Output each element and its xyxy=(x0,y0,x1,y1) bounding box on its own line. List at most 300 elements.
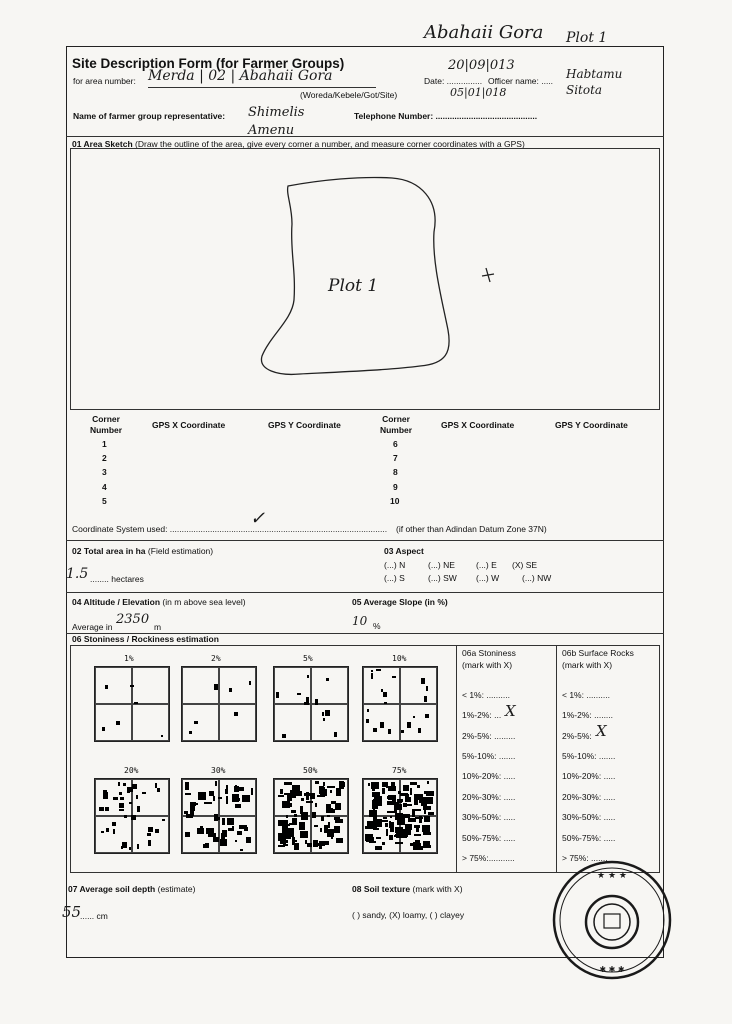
stone-dot xyxy=(238,787,244,791)
stone-dot xyxy=(226,796,228,804)
stone-dot xyxy=(215,781,217,786)
stone-dot xyxy=(121,846,123,849)
stone-dot xyxy=(102,727,105,731)
stone-dot xyxy=(213,796,215,801)
stone-dot xyxy=(342,782,345,787)
surface-rocks-row: 1%-2%: ........ xyxy=(562,710,614,720)
stone-dot xyxy=(200,826,203,834)
stone-dot xyxy=(208,833,216,837)
section02-heading: 02 Total area in ha xyxy=(72,546,146,556)
corner-number: 6 xyxy=(393,439,398,449)
section08-sub: (mark with X) xyxy=(412,884,463,894)
stone-dot xyxy=(306,697,309,703)
stone-dot xyxy=(397,800,402,803)
corner-header-1: Corner Number xyxy=(89,414,123,435)
telephone-label: Telephone Number: ........................................... xyxy=(354,111,538,121)
stone-dot xyxy=(189,731,192,734)
section02-line xyxy=(72,546,213,556)
stone-dot xyxy=(385,823,388,827)
stone-dot xyxy=(317,795,325,797)
date-value-2: 05|01|018 xyxy=(450,86,507,99)
date-value: 20|09|013 xyxy=(448,58,515,73)
stone-dot xyxy=(205,843,209,846)
stone-dot xyxy=(410,782,417,785)
stone-dot xyxy=(371,673,373,679)
stone-dot xyxy=(373,828,379,830)
stone-dot xyxy=(194,721,198,724)
total-area-value: 1.5 xyxy=(66,566,89,582)
stone-percent-label: 2% xyxy=(211,654,221,663)
stone-dot xyxy=(278,820,285,826)
stone-dot xyxy=(388,786,396,791)
stone-dot xyxy=(294,814,297,817)
stone-dot xyxy=(106,828,109,832)
stone-dot xyxy=(382,782,388,787)
stone-dot xyxy=(425,714,429,718)
surface-rocks-row: 20%-30%: ..... xyxy=(562,792,616,802)
section03-heading: 03 Aspect xyxy=(384,546,424,556)
stone-dot xyxy=(410,788,412,795)
stone-dot xyxy=(301,798,304,801)
stone-dot xyxy=(312,812,316,818)
stone-dot xyxy=(418,846,423,850)
stone-dot xyxy=(155,829,159,833)
section05-heading: 05 Average Slope (in %) xyxy=(352,597,448,607)
stone-dot xyxy=(403,814,410,818)
stone-dot xyxy=(148,840,151,846)
stone-dot xyxy=(397,817,405,825)
stone-dot xyxy=(190,813,193,818)
top-site-annotation: Abahaii Gora xyxy=(424,22,544,43)
stone-dot xyxy=(162,819,165,821)
stone-dot xyxy=(376,669,381,671)
stoniness-row: 30%-50%: ..... xyxy=(462,812,516,822)
stone-dot xyxy=(428,845,431,848)
stone-dot xyxy=(289,803,292,807)
stone-dot xyxy=(229,688,232,692)
stone-dot xyxy=(405,824,412,830)
section06-heading: 06 Stoniness / Rockiness estimation xyxy=(72,634,219,644)
stone-dot xyxy=(113,829,115,834)
stone-dot xyxy=(240,849,243,851)
officer-label: Officer name: ..... xyxy=(488,76,554,86)
stone-dot xyxy=(225,789,228,794)
stone-dot xyxy=(314,825,318,827)
stone-dot xyxy=(122,842,127,848)
stone-dot xyxy=(192,803,198,805)
stone-dot xyxy=(328,822,330,828)
stone-dot xyxy=(118,782,120,786)
stone-dot xyxy=(369,841,376,843)
stone-dot xyxy=(306,792,309,800)
stone-dot xyxy=(421,678,425,684)
stoniness-row: 10%-20%: ..... xyxy=(462,771,516,781)
stone-dot xyxy=(216,684,218,690)
corner-number: 5 xyxy=(102,496,107,506)
stone-dot xyxy=(209,791,214,796)
form-title: Site Description Form (for Farmer Groups) xyxy=(72,56,345,71)
stone-dot xyxy=(292,791,296,796)
stone-dot xyxy=(371,782,379,789)
col-b-title: 06b Surface Rocks xyxy=(562,648,634,658)
stone-dot xyxy=(401,730,404,733)
stone-dot xyxy=(407,804,412,806)
stone-dot xyxy=(319,786,324,794)
stone-dot xyxy=(403,785,409,791)
aspect-ne: (...) NE xyxy=(428,560,455,570)
stone-dot xyxy=(390,816,392,818)
stone-dot xyxy=(395,842,403,844)
stone-dot xyxy=(299,822,305,830)
corner-header-3: GPS Y Coordinate xyxy=(268,420,341,430)
stone-dot xyxy=(105,685,108,689)
stoniness-mark: X xyxy=(505,702,516,720)
section01-heading: 01 Area Sketch xyxy=(72,139,133,149)
stone-dot xyxy=(239,825,247,829)
stone-dot xyxy=(119,792,122,795)
stoniness-row: 50%-75%: ..... xyxy=(462,833,516,843)
stone-dot xyxy=(287,793,292,801)
stone-pattern-grid xyxy=(273,666,349,742)
stone-dot xyxy=(103,790,107,793)
section04-line xyxy=(72,597,246,607)
stone-dot xyxy=(413,716,415,718)
corner-header-4: Corner Number xyxy=(379,414,413,435)
stone-dot xyxy=(131,815,136,820)
stone-dot xyxy=(185,793,191,795)
altitude-value: 2350 xyxy=(116,612,150,627)
corner-header-2: GPS X Coordinate xyxy=(152,420,226,430)
coord-system-label: Coordinate System used: ............................................................................................ xyxy=(72,524,388,534)
stone-dot xyxy=(283,840,288,843)
section07-heading: 07 Average soil depth xyxy=(68,884,156,894)
stone-dot xyxy=(310,793,315,799)
aspect-e: (...) E xyxy=(476,560,497,570)
stone-dot xyxy=(119,809,124,811)
surface-rocks-row: 30%-50%: ..... xyxy=(562,812,616,822)
stone-dot xyxy=(418,728,421,733)
stone-dot xyxy=(375,793,377,796)
stone-dot xyxy=(276,692,279,698)
area-number-value: Merda | 02 | Abahaii Gora xyxy=(148,68,333,84)
stone-dot xyxy=(292,818,297,825)
col-b-sub: (mark with X) xyxy=(562,660,613,670)
stone-dot xyxy=(315,803,317,807)
svg-text:★ ★ ★: ★ ★ ★ xyxy=(597,871,627,881)
stone-dot xyxy=(424,816,430,822)
stone-dot xyxy=(315,781,319,784)
corner-number: 1 xyxy=(102,439,107,449)
stone-dot xyxy=(136,795,138,799)
date-label: Date: ............... xyxy=(424,76,483,86)
stone-dot xyxy=(396,832,403,838)
stone-dot xyxy=(334,826,340,833)
stone-percent-label: 30% xyxy=(211,766,226,775)
stone-dot xyxy=(327,829,334,837)
section08-line xyxy=(352,884,463,894)
stoniness-row: 1%-2%: ... xyxy=(462,710,502,720)
sketch-plot-label: Plot 1 xyxy=(328,276,379,296)
stone-dot xyxy=(389,835,393,840)
official-seal-stamp xyxy=(548,856,678,986)
stone-dot xyxy=(387,796,390,799)
stone-dot xyxy=(105,807,109,811)
stone-dot xyxy=(198,792,206,800)
soil-texture-options: ( ) sandy, (X) loamy, ( ) clayey xyxy=(352,910,465,920)
stone-pattern-grid xyxy=(94,666,170,742)
section04-sub: (in m above sea level) xyxy=(162,597,246,607)
corner-number: 2 xyxy=(102,453,107,463)
stone-dot xyxy=(426,791,434,796)
stone-dot xyxy=(373,728,377,732)
stoniness-row: < 1%: .......... xyxy=(462,690,510,700)
stone-dot xyxy=(235,804,241,808)
stone-dot xyxy=(387,811,394,813)
altitude-prefix: Average in xyxy=(72,622,113,632)
stone-percent-label: 5% xyxy=(303,654,313,663)
corner-number: 7 xyxy=(393,453,398,463)
stone-dot xyxy=(113,797,118,800)
stone-dot xyxy=(218,797,222,799)
stone-dot xyxy=(398,791,401,794)
stone-dot xyxy=(297,693,301,695)
stone-dot xyxy=(413,842,415,850)
stone-dot xyxy=(161,735,163,737)
stone-dot xyxy=(214,814,218,821)
stone-dot xyxy=(232,794,239,802)
stone-dot xyxy=(412,809,415,817)
stone-dot xyxy=(415,817,423,819)
stone-dot xyxy=(321,816,324,821)
stone-dot xyxy=(423,832,431,835)
stone-dot xyxy=(300,806,303,814)
aspect-se: (X) SE xyxy=(512,560,538,570)
stone-pattern-grid xyxy=(181,666,257,742)
stone-dot xyxy=(382,842,385,845)
stone-dot xyxy=(327,815,330,817)
stone-dot xyxy=(335,819,343,823)
stone-dot xyxy=(232,826,234,831)
surface-rocks-row: 2%-5%: xyxy=(562,731,592,741)
corner-number: 10 xyxy=(390,496,400,506)
stone-dot xyxy=(129,802,132,804)
stone-dot xyxy=(242,795,250,802)
stone-dot xyxy=(307,843,312,847)
stone-dot xyxy=(367,709,369,712)
corner-header-6: GPS Y Coordinate xyxy=(555,420,628,430)
surface-rocks-mark: X xyxy=(596,722,607,740)
stone-dot xyxy=(414,834,421,836)
stone-dot xyxy=(414,825,420,828)
stone-dot xyxy=(376,819,382,827)
soil-depth-value: 55 xyxy=(62,903,82,921)
stone-dot xyxy=(422,825,430,832)
stone-dot xyxy=(246,837,251,843)
stone-dot xyxy=(376,837,381,839)
stone-dot xyxy=(137,806,140,812)
stone-dot xyxy=(204,802,212,804)
stone-dot xyxy=(249,681,251,685)
stone-dot xyxy=(383,817,387,819)
col-a-sub: (mark with X) xyxy=(462,660,513,670)
stoniness-row: 2%-5%: ......... xyxy=(462,731,516,741)
corner-number: 8 xyxy=(393,467,398,477)
surface-rocks-row: 5%-10%: ....... xyxy=(562,751,616,761)
stone-dot xyxy=(365,834,373,841)
stone-dot xyxy=(251,788,253,795)
stone-dot xyxy=(366,719,369,723)
section04-heading: 04 Altitude / Elevation xyxy=(72,597,161,607)
stone-dot xyxy=(405,794,409,799)
section08-heading: 08 Soil texture xyxy=(352,884,411,894)
stone-percent-label: 75% xyxy=(392,766,407,775)
top-plot-annotation: Plot 1 xyxy=(566,30,608,46)
slope-unit: % xyxy=(373,621,381,631)
stone-percent-label: 50% xyxy=(303,766,318,775)
stone-dot xyxy=(323,718,325,721)
stone-dot xyxy=(157,788,160,792)
stone-dot xyxy=(306,801,313,803)
stone-dot xyxy=(142,792,146,794)
surface-rocks-row: 50%-75%: ..... xyxy=(562,833,616,843)
stone-dot xyxy=(220,839,227,846)
stone-dot xyxy=(386,829,388,836)
stone-dot xyxy=(330,790,332,793)
stone-dot xyxy=(373,809,375,812)
stone-dot xyxy=(334,732,337,737)
stone-dot xyxy=(373,821,375,828)
corner-number: 3 xyxy=(102,467,107,477)
stone-dot xyxy=(185,832,190,837)
stone-dot xyxy=(383,692,387,697)
stone-dot xyxy=(421,798,427,805)
stone-dot xyxy=(292,837,295,845)
surface-rocks-row: < 1%: .......... xyxy=(562,690,610,700)
aspect-n: (...) N xyxy=(384,560,406,570)
stone-dot xyxy=(380,722,384,728)
stone-dot xyxy=(375,846,382,850)
stone-dot xyxy=(148,827,153,832)
stone-dot xyxy=(389,822,394,826)
soil-depth-unit: ...... cm xyxy=(80,911,108,921)
aspect-nw: (...) NW xyxy=(522,573,552,583)
stone-dot xyxy=(278,795,284,797)
stone-dot xyxy=(315,699,318,705)
stone-dot xyxy=(321,841,329,845)
stone-dot xyxy=(384,702,387,704)
stoniness-row: 5%-10%: ....... xyxy=(462,751,516,761)
stone-dot xyxy=(134,702,138,704)
stone-dot xyxy=(300,831,308,838)
stone-dot xyxy=(388,729,391,734)
stone-dot xyxy=(368,783,370,786)
stone-dot xyxy=(119,803,124,808)
altitude-unit: m xyxy=(154,622,162,632)
section07-line xyxy=(68,884,195,894)
stone-dot xyxy=(227,818,234,825)
col-a-title: 06a Stoniness xyxy=(462,648,516,658)
svg-text:✱ ✱ ✱: ✱ ✱ ✱ xyxy=(599,965,625,974)
aspect-sw: (...) SW xyxy=(428,573,457,583)
stone-dot xyxy=(392,676,396,678)
stone-dot xyxy=(155,783,157,788)
stone-dot xyxy=(221,833,225,839)
stone-dot xyxy=(235,840,237,842)
stone-dot xyxy=(130,685,134,687)
stone-dot xyxy=(213,837,219,842)
stone-dot xyxy=(327,786,335,788)
stone-dot xyxy=(129,847,131,850)
stone-dot xyxy=(147,833,151,836)
stoniness-row: > 75%:........... xyxy=(462,853,515,863)
stone-dot xyxy=(427,781,429,784)
stone-dot xyxy=(323,782,325,786)
stone-dot xyxy=(103,795,108,799)
stone-dot xyxy=(313,840,318,847)
stone-dot xyxy=(400,805,402,810)
stone-dot xyxy=(417,785,420,788)
section01-instruction: (Draw the outline of the area, give every corner a number, and measure corner coordinates with a GPS) xyxy=(135,139,525,149)
stone-dot xyxy=(371,670,373,672)
stoniness-row: 20%-30%: ..... xyxy=(462,792,516,802)
coord-checkmark: ✓ xyxy=(250,508,266,529)
area-number-hint: (Woreda/Kebele/Got/Site) xyxy=(300,90,398,100)
stone-dot xyxy=(101,831,104,833)
stone-dot xyxy=(278,845,285,847)
stone-dot xyxy=(234,712,238,716)
stone-percent-label: 10% xyxy=(392,654,407,663)
corner-header-5: GPS X Coordinate xyxy=(441,420,515,430)
stone-dot xyxy=(407,722,411,728)
stone-dot xyxy=(237,831,242,835)
area-number-label: for area number: xyxy=(73,76,136,86)
officer-value: Habtamu Sitota xyxy=(566,67,623,97)
aspect-s: (...) S xyxy=(384,573,405,583)
stone-dot xyxy=(291,810,296,813)
stone-dot xyxy=(185,782,189,790)
stone-dot xyxy=(120,797,124,800)
section07-sub: (estimate) xyxy=(157,884,196,894)
stone-dot xyxy=(129,787,133,792)
slope-value: 10 xyxy=(352,614,368,628)
stone-dot xyxy=(307,675,309,678)
stone-dot xyxy=(286,815,288,818)
stone-dot xyxy=(124,815,127,818)
stone-dot xyxy=(282,734,286,738)
stone-percent-label: 1% xyxy=(124,654,134,663)
stone-dot xyxy=(116,721,120,725)
stone-dot xyxy=(325,710,330,716)
corner-number: 9 xyxy=(393,482,398,492)
stone-dot xyxy=(391,782,395,787)
stone-dot xyxy=(426,686,428,691)
total-area-unit: ........ hectares xyxy=(90,574,144,584)
aspect-w: (...) W xyxy=(476,573,500,583)
surface-rocks-row: > 75%: ....... xyxy=(562,853,608,863)
representative-value: Shimelis Amenu xyxy=(248,105,305,138)
stone-dot xyxy=(423,806,431,810)
surface-rocks-row: 10%-20%: ..... xyxy=(562,771,616,781)
stone-dot xyxy=(382,788,385,794)
stone-dot xyxy=(284,782,292,785)
stone-dot xyxy=(335,803,341,810)
section02-sub: (Field estimation) xyxy=(147,546,214,556)
stone-percent-label: 20% xyxy=(124,766,139,775)
coord-system-suffix: (if other than Adindan Datum Zone 37N) xyxy=(396,524,547,534)
stone-dot xyxy=(336,838,343,843)
stone-dot xyxy=(222,818,225,825)
stone-dot xyxy=(99,807,104,811)
